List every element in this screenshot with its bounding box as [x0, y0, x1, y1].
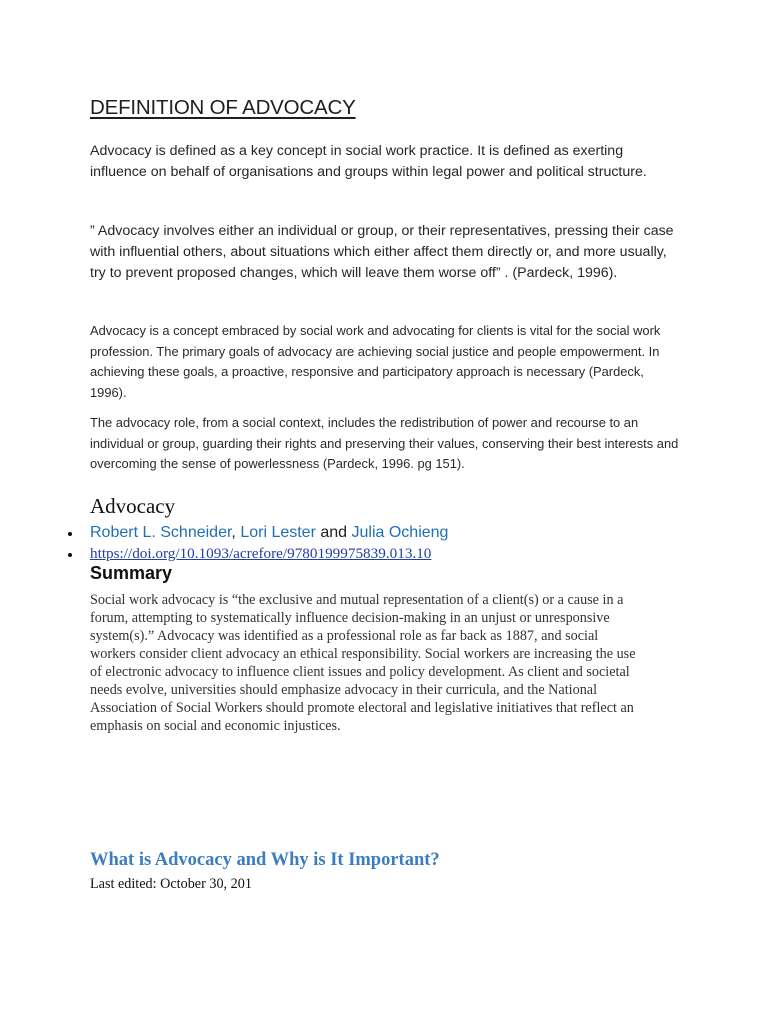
summary-line: workers consider client advocacy an ethical responsibility. Social workers are increasing the use [90, 646, 636, 662]
page-title: DEFINITION OF ADVOCACY [90, 96, 356, 119]
quote-paragraph: ” Advocacy involves either an individual or group, or their representatives, pressing their case with influential others, about situations which either affect them directly or, and more usually, try to prevent proposed changes, which will leave them worse off” . (Pardeck, 1996). [90, 223, 674, 281]
summary-line: Association of Social Workers should promote electoral and legislative initiatives that reflect an [90, 700, 634, 716]
summary-line: emphasis on social and economic injustices. [90, 718, 341, 734]
role-paragraph: The advocacy role, from a social context, includes the redistribution of power and recourse to an individual or group, guarding their rights and preserving their values, conserving their best interests and overcoming the sense of powerlessness (Pardeck, 1996. pg 151). [90, 415, 679, 471]
article-title: Advocacy [90, 494, 176, 518]
summary-line: needs evolve, universities should emphasize advocacy in their curricula, and the National [90, 682, 598, 698]
definition-paragraph: Advocacy is defined as a key concept in social work practice. It is defined as exerting influence on behalf of organisations and groups within legal power and political structure. [90, 143, 647, 180]
bullet-icon [68, 553, 72, 557]
article-meta-list [90, 524, 690, 566]
author-link-lester[interactable]: Lori Lester [240, 524, 316, 541]
summary-line: Social work advocacy is “the exclusive and mutual representation of a client(s) or a cause in a [90, 592, 624, 608]
list-item [90, 524, 690, 545]
author-link-schneider[interactable]: Robert L. Schneider [90, 524, 232, 541]
summary-heading: Summary [90, 563, 173, 583]
doi-link[interactable]: https://doi.org/10.1093/acrefore/9780199975839.013.10 [90, 545, 432, 562]
author-separator: , [231, 524, 241, 541]
author-link-ochieng[interactable]: Julia Ochieng [351, 524, 449, 541]
bullet-icon [68, 532, 72, 536]
summary-line: of electronic advocacy to influence client issues and policy development. As client and societal [90, 664, 630, 680]
summary-line: forum, attempting to systematically influence decision-making in an unjust or unresponsive [90, 610, 610, 626]
summary-line: system(s).” Advocacy was identified as a professional role as far back as 1887, and social [90, 628, 599, 644]
last-edited-text: Last edited: October 30, 201 [90, 876, 252, 892]
author-and: and [315, 524, 352, 541]
list-item [90, 545, 690, 566]
summary-text [90, 591, 680, 735]
goals-paragraph: Advocacy is a concept embraced by social work and advocating for clients is vital for the social work profession. The primary goals of advocacy are achieving social justice and people empowerment. In achieving these goals, a proactive, responsive and participatory approach is necessary (Pardeck, 1996). [90, 323, 661, 400]
section-heading: What is Advocacy and Why is It Important? [90, 850, 440, 870]
